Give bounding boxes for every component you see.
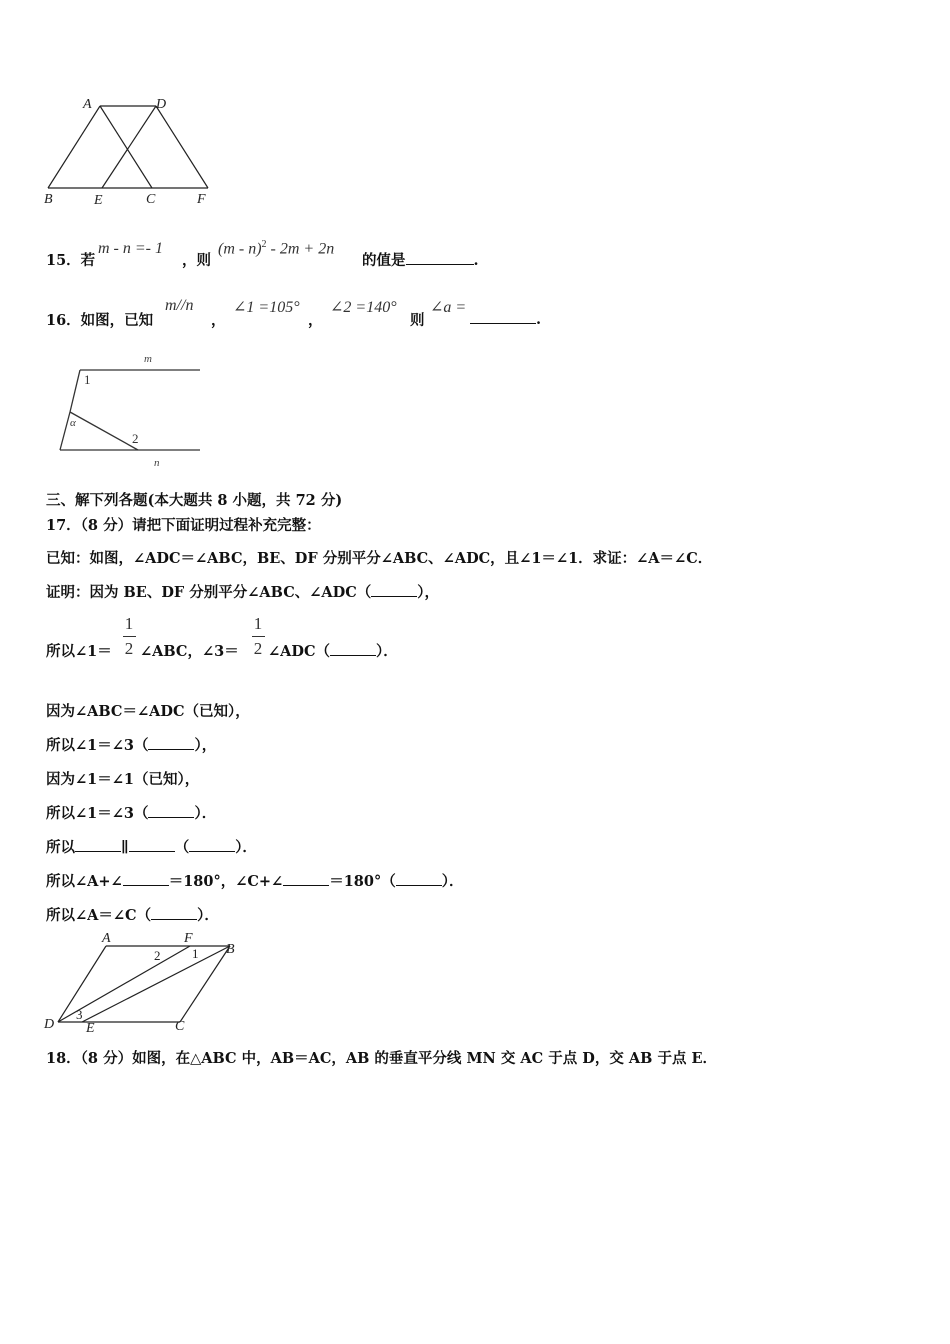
label-angle-1: 1 — [192, 946, 199, 961]
half-numerator-1: 1 — [124, 614, 134, 633]
label-E: E — [86, 1021, 95, 1036]
q17-line-7-text: 所以 — [46, 839, 75, 856]
q17-line-4-text: 所以∠1＝∠3（ — [46, 737, 149, 754]
q15-end: . — [473, 252, 479, 269]
label-C: C — [175, 1019, 185, 1034]
q17-proof-2-end — [268, 640, 398, 661]
q16-end: . — [536, 311, 542, 328]
q17-proof-2-mid: ∠ABC，∠3＝ — [140, 643, 239, 660]
q17-blank-3[interactable] — [148, 735, 194, 750]
q17-proof-2-tail: ∠ADC（ — [268, 643, 331, 660]
q17-line-4 — [46, 734, 216, 755]
q17-proof-1-end: ）， — [417, 584, 440, 601]
q17-line-5: 因为∠1＝∠1（已知）， — [46, 771, 200, 788]
q16-then: 则 — [410, 312, 425, 329]
q15-answer-blank[interactable] — [406, 250, 474, 265]
q17-line-9-text: 所以∠A＝∠C（ — [46, 907, 152, 924]
label-F: F — [197, 192, 206, 207]
q16-number: 16．如图，已知 — [46, 312, 154, 329]
q15-expr-square — [218, 239, 334, 258]
label-n: n — [154, 457, 160, 469]
q17-blank-5[interactable] — [75, 837, 121, 852]
half-denominator-2: 2 — [253, 639, 263, 658]
q17-given: 已知：如图，∠ADC＝∠ABC，BE、DF 分别平分∠ABC、∠ADC，且∠1＝∠1．求证：∠A＝∠C． — [46, 550, 713, 567]
q16-expr-parallel: m//n — [165, 297, 194, 314]
q17-blank-2[interactable] — [330, 641, 376, 656]
q17-proof-line-1 — [46, 581, 439, 602]
q17-proof-2-start: 所以∠1＝ — [46, 643, 112, 660]
q17-line-9 — [46, 904, 219, 925]
q15-expr-condition: m - n =- 1 — [98, 240, 164, 257]
q17-line-8-mid: ＝180°，∠C+∠ — [168, 873, 284, 890]
q17-line-8-end: ）． — [441, 873, 464, 890]
q17-line-7-end: ）． — [235, 839, 257, 856]
q15-square-exponent: 2 — [261, 239, 267, 250]
half-denominator-1: 2 — [124, 639, 134, 658]
fraction-bar-2 — [252, 636, 265, 637]
q17-line-7-parallel: ∥ — [121, 839, 129, 856]
q17-line-8-text: 所以∠A+∠ — [46, 873, 123, 890]
q17-blank-9[interactable] — [283, 871, 329, 886]
q16-expr-alpha: ∠a = — [430, 299, 467, 316]
label-B: B — [44, 192, 53, 207]
q17-proof-1-text: 证明：因为 BE、DF 分别平分∠ABC、∠ADC（ — [46, 584, 372, 601]
figure-q14 — [40, 92, 220, 212]
q15-tail — [362, 249, 479, 270]
q17-blank-7[interactable] — [189, 837, 235, 852]
q16-expr-angle2: ∠2 =140° — [330, 299, 397, 316]
label-angle-1: 1 — [84, 372, 91, 387]
q17-line-6-end: ）． — [194, 805, 217, 822]
q17-blank-11[interactable] — [151, 905, 197, 920]
q17-title: 17．（8 分）请把下面证明过程补充完整： — [46, 517, 321, 534]
q16-expr-angle1: ∠1 =105° — [233, 299, 300, 316]
q17-blank-8[interactable] — [123, 871, 169, 886]
q17-blank-6[interactable] — [129, 837, 175, 852]
q17-line-8-deg: ＝180°（ — [329, 873, 396, 890]
label-alpha: α — [70, 417, 76, 429]
label-A: A — [83, 97, 92, 112]
label-D: D — [44, 1017, 55, 1032]
q17-line-6 — [46, 802, 216, 823]
q15-square-base: (m - n) — [218, 240, 262, 258]
figure-q16 — [52, 350, 208, 472]
q16-answer — [470, 309, 541, 328]
fraction-bar-1 — [123, 636, 136, 637]
label-C: C — [146, 192, 156, 207]
figure-q17 — [40, 930, 250, 1038]
q16-answer-blank[interactable] — [470, 309, 536, 324]
q17-proof-2-close: ）． — [376, 643, 398, 660]
q15-expr-rest: - 2m + 2n — [266, 240, 335, 258]
q17-line-6-text: 所以∠1＝∠3（ — [46, 805, 149, 822]
q17-line-7-open: （ — [174, 839, 190, 856]
q17-blank-10[interactable] — [396, 871, 442, 886]
q17-line-9-end: ）． — [197, 907, 219, 924]
q17-line-7 — [46, 836, 257, 857]
label-angle-2: 2 — [132, 431, 139, 446]
label-B: B — [226, 942, 235, 957]
q15-separator: ，则 — [182, 252, 211, 269]
q18-text: 18．（8 分）如图，在△ABC 中，AB＝AC，AB 的垂直平分线 MN 交 AC 于点 D，交 AB 于点 E． — [46, 1050, 718, 1067]
label-angle-3: 3 — [76, 1007, 83, 1022]
half-numerator-2: 1 — [253, 614, 263, 633]
label-F: F — [184, 931, 193, 946]
label-A: A — [102, 931, 111, 946]
q16-comma-2: ， — [308, 312, 323, 329]
label-m: m — [144, 353, 152, 365]
label-E: E — [94, 193, 103, 208]
q15-number: 15．若 — [46, 252, 96, 269]
label-D: D — [156, 97, 167, 112]
q17-line-3: 因为∠ABC＝∠ADC（已知）， — [46, 703, 250, 720]
label-angle-2: 2 — [154, 948, 161, 963]
q17-blank-4[interactable] — [148, 803, 194, 818]
q15-tail-text: 的值是 — [362, 252, 406, 269]
q17-blank-1[interactable] — [371, 582, 417, 597]
q17-line-4-end: ）， — [194, 737, 217, 754]
q16-comma-1: ， — [211, 312, 226, 329]
section-3-heading: 三、解下列各题(本大题共 8 小题，共 72 分) — [46, 492, 343, 509]
q17-line-8 — [46, 870, 464, 891]
